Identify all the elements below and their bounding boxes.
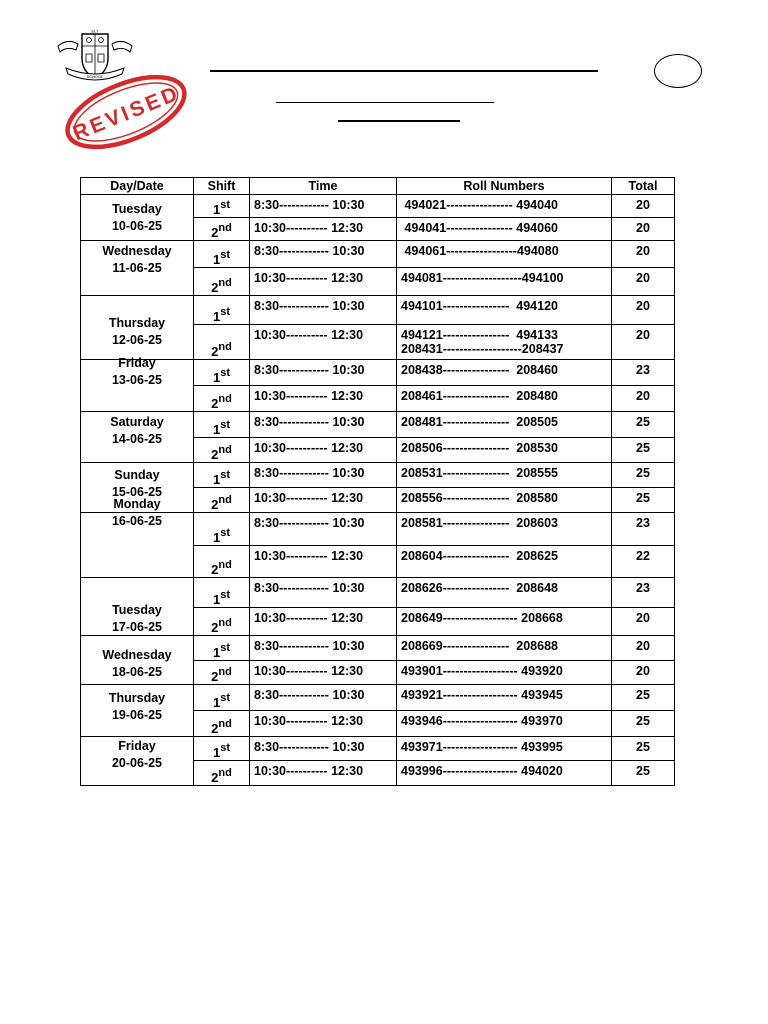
- shift-number: 1: [212, 252, 221, 267]
- shift-cell: [194, 412, 250, 438]
- day-date-cell: [81, 296, 194, 360]
- roll-range: 208461---------------- 208480: [401, 389, 558, 403]
- time-cell: 8:30------------ 10:30: [250, 412, 397, 438]
- total-cell: 20: [612, 241, 675, 268]
- shift-cell: [194, 438, 250, 463]
- time-cell: 8:30------------ 10:30: [250, 578, 397, 608]
- subtitle2-underline: [338, 120, 460, 122]
- day-name: Sunday: [114, 467, 160, 482]
- shift-suffix: st: [220, 742, 230, 754]
- time-cell: 8:30------------ 10:30: [250, 685, 397, 711]
- shift-suffix: nd: [218, 444, 232, 456]
- total-cell: 22: [612, 546, 675, 578]
- time-cell: 10:30---------- 12:30: [250, 438, 397, 463]
- roll-range: 208531---------------- 208555: [401, 466, 558, 480]
- shift-cell: [194, 608, 250, 636]
- shift-number: 2: [211, 562, 219, 577]
- shift-suffix: st: [220, 527, 230, 539]
- roll-range: 493971------------------ 493995: [401, 740, 563, 754]
- total-cell: 20: [612, 608, 675, 636]
- time-cell: 10:30---------- 12:30: [250, 325, 397, 360]
- shift-number: 1: [212, 592, 221, 607]
- header-total: Total: [612, 178, 675, 195]
- shift-suffix: st: [220, 642, 230, 654]
- time-cell: 10:30---------- 12:30: [250, 608, 397, 636]
- roll-range: 208581---------------- 208603: [401, 516, 558, 530]
- total-cell: 25: [612, 412, 675, 438]
- date-value: 15-06-25: [111, 484, 163, 499]
- roll-numbers-cell: [397, 325, 612, 360]
- total-cell: 25: [612, 685, 675, 711]
- shift-cell: [194, 386, 250, 412]
- roll-numbers-cell: [397, 195, 612, 218]
- roll-range: 494121---------------- 494133: [401, 328, 558, 342]
- time-cell: 8:30------------ 10:30: [250, 636, 397, 661]
- shift-number: 2: [211, 497, 219, 512]
- shift-cell: [194, 546, 250, 578]
- shift-suffix: st: [220, 589, 230, 601]
- shift-cell: [194, 711, 250, 737]
- shift-cell: [194, 463, 250, 488]
- roll-range: 493921------------------ 493945: [401, 688, 563, 702]
- total-cell: 20: [612, 296, 675, 325]
- roll-numbers-cell: [397, 296, 612, 325]
- crest-motto: SCHOOL: [86, 74, 104, 79]
- shift-suffix: st: [220, 692, 230, 704]
- roll-range: 208604---------------- 208625: [401, 549, 558, 563]
- shift-number: 2: [211, 669, 219, 684]
- table-row: [81, 636, 675, 661]
- shift-suffix: nd: [218, 617, 232, 629]
- shift-number: 2: [211, 280, 219, 295]
- shift-number: 2: [211, 344, 219, 359]
- table-row: [81, 241, 675, 268]
- roll-numbers-cell: [397, 463, 612, 488]
- table-row: [81, 685, 675, 711]
- day-name: Thursday: [108, 315, 166, 330]
- page-oval-marker: [654, 54, 702, 88]
- shift-cell: [194, 241, 250, 268]
- time-cell: 10:30---------- 12:30: [250, 546, 397, 578]
- revised-stamp: [58, 70, 194, 154]
- shift-suffix: nd: [218, 559, 232, 571]
- header-shift: Shift: [194, 178, 250, 195]
- shift-number: 1: [212, 645, 221, 660]
- day-date-cell: [81, 355, 194, 412]
- table-row: [81, 296, 675, 325]
- shift-cell: [194, 325, 250, 360]
- shift-number: 1: [212, 695, 221, 710]
- shift-suffix: nd: [218, 222, 232, 234]
- roll-numbers-cell: [397, 578, 612, 608]
- table-row: [81, 737, 675, 761]
- time-cell: 8:30------------ 10:30: [250, 195, 397, 218]
- day-name: Tuesday: [112, 201, 162, 216]
- header-time: Time: [250, 178, 397, 195]
- shift-cell: [194, 296, 250, 325]
- roll-numbers-cell: [397, 608, 612, 636]
- shift-number: 2: [211, 620, 219, 635]
- schedule-table: [80, 177, 675, 786]
- total-cell: 25: [612, 737, 675, 761]
- shift-number: 1: [212, 309, 221, 324]
- roll-numbers-cell: [397, 386, 612, 412]
- roll-numbers-cell: [397, 636, 612, 661]
- total-cell: 23: [612, 578, 675, 608]
- roll-range: 493901------------------ 493920: [401, 664, 563, 678]
- total-cell: 20: [612, 661, 675, 685]
- shift-cell: [194, 737, 250, 761]
- time-cell: 10:30---------- 12:30: [250, 218, 397, 241]
- time-cell: 8:30------------ 10:30: [250, 513, 397, 546]
- shift-suffix: nd: [218, 393, 232, 405]
- roll-range: 208438---------------- 208460: [401, 363, 558, 377]
- shift-number: 2: [211, 447, 219, 462]
- shift-suffix: nd: [218, 277, 232, 289]
- total-cell: 23: [612, 360, 675, 386]
- day-date-cell: [81, 195, 194, 241]
- total-cell: 25: [612, 488, 675, 513]
- total-cell: 25: [612, 438, 675, 463]
- schedule-body: [81, 195, 675, 786]
- date-value: 13-06-25: [111, 372, 163, 387]
- roll-numbers-cell: [397, 661, 612, 685]
- roll-numbers-cell: [397, 737, 612, 761]
- roll-range: 494041---------------- 494060: [401, 221, 558, 235]
- day-date-cell: [81, 412, 194, 463]
- roll-numbers-cell: [397, 241, 612, 268]
- roll-numbers-cell: [397, 546, 612, 578]
- roll-range: 494101---------------- 494120: [401, 299, 558, 313]
- shift-number: 1: [212, 472, 221, 487]
- shift-cell: [194, 513, 250, 546]
- time-cell: 8:30------------ 10:30: [250, 360, 397, 386]
- shift-number: 1: [212, 530, 221, 545]
- shift-suffix: st: [220, 419, 230, 431]
- day-name: Tuesday: [112, 602, 162, 617]
- roll-numbers-cell: [397, 711, 612, 737]
- total-cell: 20: [612, 636, 675, 661]
- roll-numbers-cell: [397, 513, 612, 546]
- shift-number: 1: [212, 422, 221, 437]
- shift-cell: [194, 636, 250, 661]
- shift-cell: [194, 488, 250, 513]
- roll-range: 208556---------------- 208580: [401, 491, 558, 505]
- day-name: Wednesday: [102, 648, 172, 662]
- time-cell: 8:30------------ 10:30: [250, 241, 397, 268]
- day-name: Friday: [118, 739, 156, 753]
- date-value: 18-06-25: [111, 665, 163, 679]
- shift-cell: [194, 195, 250, 218]
- day-name: Wednesday: [102, 244, 172, 258]
- date-value: 17-06-25: [111, 619, 163, 634]
- roll-range: 494081-------------------494100: [401, 271, 564, 285]
- shift-cell: [194, 268, 250, 296]
- shift-cell: [194, 761, 250, 786]
- total-cell: 25: [612, 711, 675, 737]
- shift-suffix: st: [220, 199, 230, 211]
- total-cell: 20: [612, 218, 675, 241]
- day-date-cell: [81, 578, 194, 636]
- shift-number: 2: [211, 721, 219, 736]
- day-date-cell: [81, 685, 194, 737]
- total-cell: 20: [612, 268, 675, 296]
- shift-cell: [194, 218, 250, 241]
- shift-suffix: nd: [218, 718, 232, 730]
- header-row: [81, 178, 675, 195]
- roll-range: 208506---------------- 208530: [401, 441, 558, 455]
- time-cell: 10:30---------- 12:30: [250, 761, 397, 786]
- table-row: [81, 360, 675, 386]
- shift-number: 1: [212, 202, 221, 217]
- shift-suffix: nd: [218, 494, 232, 506]
- roll-range: 208431-------------------208437: [401, 342, 564, 356]
- shift-number: 2: [211, 770, 219, 785]
- stamp-text: REVISED: [69, 81, 184, 146]
- roll-range: 494061-----------------494080: [401, 244, 559, 258]
- table-row: [81, 513, 675, 546]
- shift-suffix: nd: [218, 666, 232, 678]
- roll-numbers-cell: [397, 412, 612, 438]
- table-row: [81, 195, 675, 218]
- total-cell: 25: [612, 761, 675, 786]
- shift-suffix: st: [220, 367, 230, 379]
- time-cell: 8:30------------ 10:30: [250, 737, 397, 761]
- table-row: [81, 412, 675, 438]
- date-value: 12-06-25: [111, 332, 163, 347]
- table-row: [81, 463, 675, 488]
- roll-numbers-cell: [397, 218, 612, 241]
- total-cell: 20: [612, 195, 675, 218]
- total-cell: 23: [612, 513, 675, 546]
- roll-range: 493996------------------ 494020: [401, 764, 563, 778]
- day-date-cell: [81, 737, 194, 786]
- time-cell: 10:30---------- 12:30: [250, 488, 397, 513]
- roll-range: 208626---------------- 208648: [401, 581, 558, 595]
- roll-numbers-cell: [397, 685, 612, 711]
- roll-numbers-cell: [397, 360, 612, 386]
- time-cell: 10:30---------- 12:30: [250, 268, 397, 296]
- shift-cell: [194, 360, 250, 386]
- table-row: [81, 578, 675, 608]
- date-value: 10-06-25: [111, 218, 163, 233]
- shift-number: 2: [211, 396, 219, 411]
- time-cell: 8:30------------ 10:30: [250, 296, 397, 325]
- roll-numbers-cell: [397, 438, 612, 463]
- roll-range: 208481---------------- 208505: [401, 415, 558, 429]
- shift-cell: [194, 685, 250, 711]
- day-date-cell: [81, 636, 194, 685]
- shift-suffix: nd: [218, 767, 232, 779]
- roll-range: 493946------------------ 493970: [401, 714, 563, 728]
- date-value: 20-06-25: [111, 756, 163, 770]
- header-day-date: Day/Date: [81, 178, 194, 195]
- day-name: Monday: [113, 497, 161, 511]
- day-name: Saturday: [110, 415, 164, 429]
- time-cell: 10:30---------- 12:30: [250, 386, 397, 412]
- time-cell: 8:30------------ 10:30: [250, 463, 397, 488]
- roll-numbers-cell: [397, 761, 612, 786]
- shift-number: 1: [212, 370, 221, 385]
- day-name: Thursday: [108, 690, 166, 705]
- shift-suffix: st: [220, 306, 230, 318]
- date-value: 16-06-25: [111, 514, 163, 528]
- shift-cell: [194, 578, 250, 608]
- subtitle-underline: [276, 102, 494, 103]
- date-value: 14-06-25: [111, 432, 163, 446]
- day-date-cell: [81, 241, 194, 296]
- total-cell: 20: [612, 325, 675, 360]
- shift-number: 2: [211, 225, 219, 240]
- total-cell: 20: [612, 386, 675, 412]
- roll-range: 494021---------------- 494040: [401, 198, 558, 212]
- roll-range: 208669---------------- 208688: [401, 639, 558, 653]
- shift-number: 1: [212, 745, 221, 760]
- time-cell: 10:30---------- 12:30: [250, 711, 397, 737]
- roll-numbers-cell: [397, 268, 612, 296]
- shift-suffix: st: [220, 249, 230, 261]
- roll-range: 208649------------------ 208668: [401, 611, 563, 625]
- shift-cell: [194, 661, 250, 685]
- date-value: 11-06-25: [112, 261, 162, 275]
- title-underline: [210, 70, 598, 72]
- total-cell: 25: [612, 463, 675, 488]
- time-cell: 10:30---------- 12:30: [250, 661, 397, 685]
- shift-suffix: st: [220, 469, 230, 481]
- crest-letters: ELT: [91, 28, 99, 34]
- shift-suffix: nd: [218, 341, 232, 353]
- date-value: 19-06-25: [111, 707, 163, 722]
- day-date-cell: [81, 497, 194, 578]
- roll-numbers-cell: [397, 488, 612, 513]
- header-roll-numbers: Roll Numbers: [397, 178, 612, 195]
- day-name: Friday: [118, 355, 156, 370]
